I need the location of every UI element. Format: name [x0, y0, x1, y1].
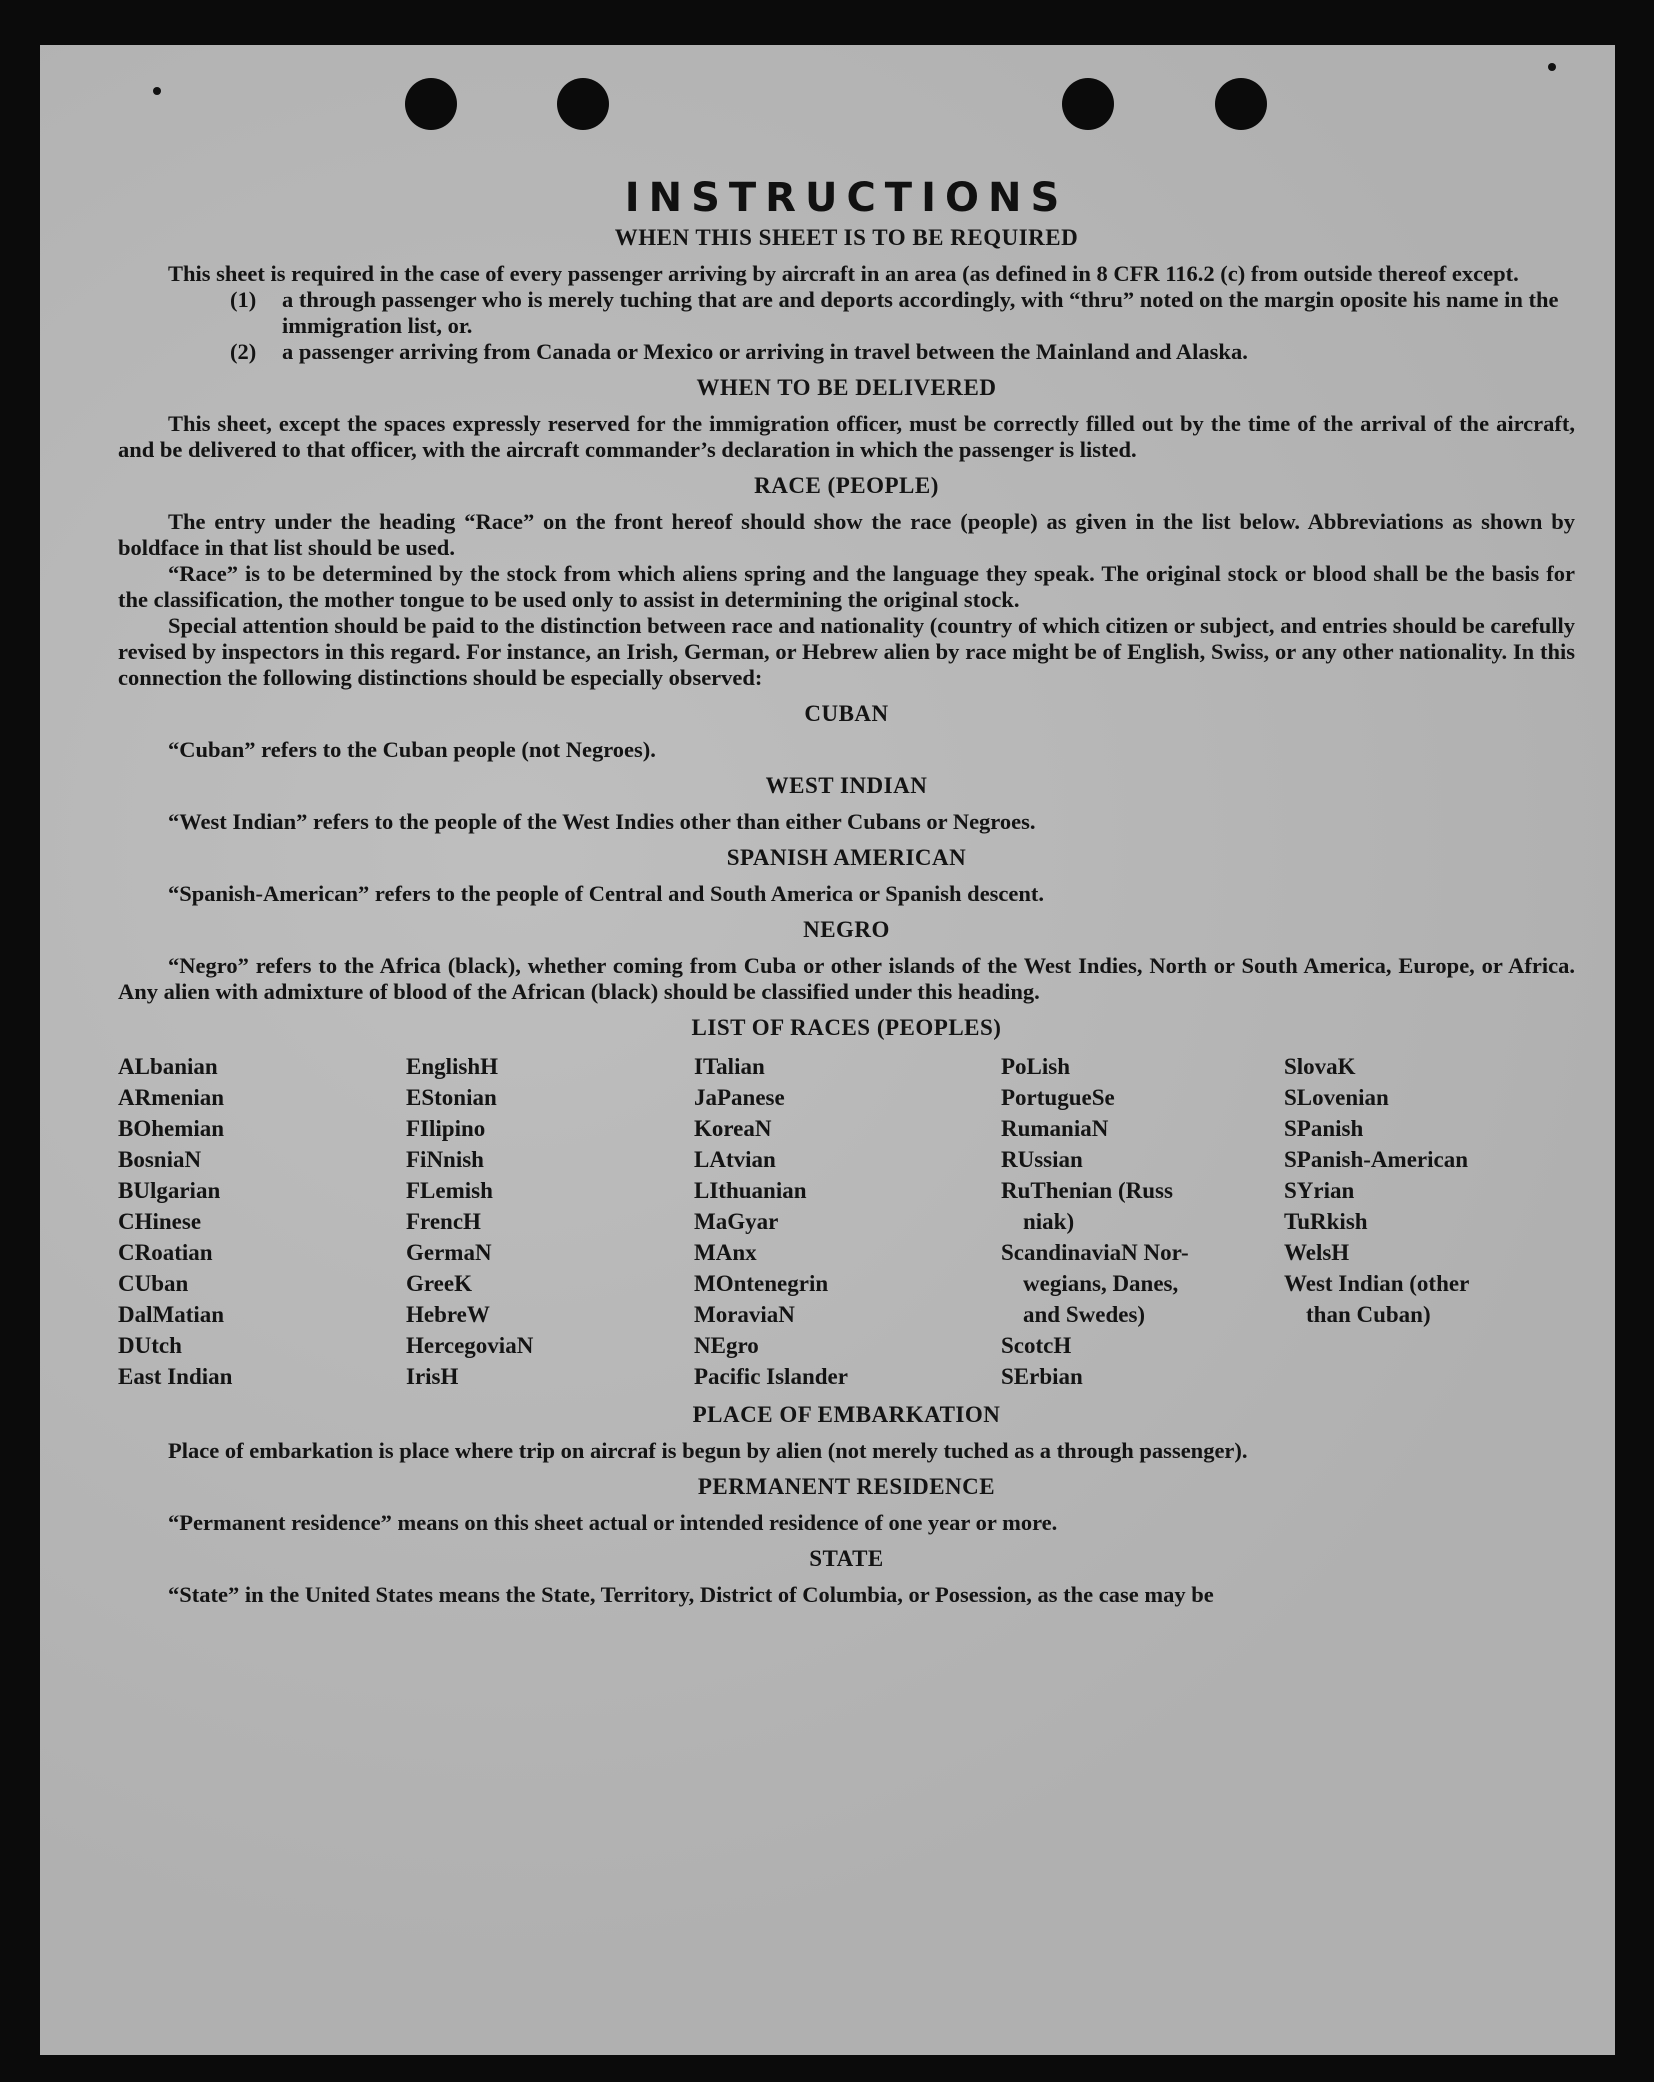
section-heading-required: WHEN THIS SHEET IS TO BE REQUIRED [614, 225, 1079, 250]
section-heading-residence: PERMANENT RESIDENCE [697, 1474, 996, 1499]
race-column-5 [1284, 1051, 1584, 1392]
negro-text: “Negro” refers to the Africa (black), whether coming from Cuba or other islands of the West Indies, North or South America, Europe, or Africa. Any alien with admixture of blood of the African (black) should be classified under this heading. [118, 953, 1575, 1004]
required-intro: This sheet is required in the case of every passenger arriving by aircraft in an area (as defined in 8 CFR 116.2 (c) from outside thereof except. [168, 261, 1519, 286]
residence-text: “Permanent residence” means on this sheet actual or intended residence of one year or more. [168, 1510, 1058, 1535]
race-entry: FIlipino [406, 1116, 486, 1141]
page-title: INSTRUCTIONS [624, 175, 1069, 221]
delivered-text: This sheet, except the spaces expressly reserved for the immigration officer, must be correctly filled out by the time of the arrival of the aircraft, and be delivered to that officer, with the aircraft commander’s declaration in which the passenger is listed. [118, 411, 1575, 462]
document-sheet [40, 45, 1615, 2055]
instructions-content [118, 175, 1575, 1608]
race-entry: SLovenian [1284, 1085, 1389, 1110]
punch-hole [1215, 78, 1267, 130]
section-heading-state: STATE [809, 1546, 884, 1571]
race-entry: Pacific Islander [694, 1364, 848, 1389]
exception-item-1 [118, 287, 1575, 339]
race-entry: SPanish-American [1284, 1147, 1468, 1172]
race-entry: ALbanian [118, 1054, 218, 1079]
race-entry: BUlgarian [118, 1178, 221, 1203]
race-entry: TuRkish [1284, 1209, 1368, 1234]
section-heading-delivered: WHEN TO BE DELIVERED [696, 375, 997, 400]
race-entry: LAtvian [694, 1147, 776, 1172]
race-entry: SPanish [1284, 1116, 1364, 1141]
race-entry: BosniaN [118, 1147, 202, 1172]
section-heading-cuban: CUBAN [804, 701, 889, 726]
race-entry: PortugueSe [1001, 1085, 1115, 1110]
race-entry: West Indian (other [1284, 1271, 1470, 1296]
race-entry: IrisH [406, 1364, 459, 1389]
race-entry: FLemish [406, 1178, 493, 1203]
cuban-text: “Cuban” refers to the Cuban people (not Negroes). [168, 737, 656, 762]
race-paragraph-2: “Race” is to be determined by the stock from which aliens spring and the language they speak. The original stock or blood shall be the basis for the classification, the mother tongue to be used only to assist in determining the original stock. [118, 561, 1575, 612]
race-entry: LIthuanian [694, 1178, 807, 1203]
race-column-4 [1001, 1051, 1284, 1392]
race-entry: MOntenegrin [694, 1271, 829, 1296]
speck [153, 87, 161, 95]
race-entry: CRoatian [118, 1240, 213, 1265]
state-text: “State” in the United States means the State, Territory, District of Columbia, or Posession, as the case may be [168, 1582, 1214, 1607]
race-entry: HercegoviaN [406, 1333, 534, 1358]
race-entry: MoraviaN [694, 1302, 795, 1327]
exception-item-2 [118, 339, 1575, 365]
race-entry: HebreW [406, 1302, 490, 1327]
exception-number: (1) [230, 287, 257, 312]
race-entry: niak) [1023, 1209, 1075, 1234]
race-entry: ScandinaviaN Nor- [1001, 1240, 1189, 1265]
race-column-1 [118, 1051, 406, 1392]
race-entry: FrencH [406, 1209, 481, 1234]
race-entry: ScotcH [1001, 1333, 1072, 1358]
section-heading-negro: NEGRO [803, 917, 890, 942]
race-entry: SYrian [1284, 1178, 1355, 1203]
race-entry: CUban [118, 1271, 189, 1296]
race-entry: SlovaK [1284, 1054, 1356, 1079]
race-entry: and Swedes) [1023, 1302, 1146, 1327]
race-entry: SErbian [1001, 1364, 1083, 1389]
race-entry: MAnx [694, 1240, 757, 1265]
section-heading-west-indian: WEST INDIAN [765, 773, 928, 798]
race-entry: GermaN [406, 1240, 492, 1265]
race-entry: FiNnish [406, 1147, 484, 1172]
race-entry: East Indian [118, 1364, 233, 1389]
west-indian-text: “West Indian” refers to the people of the West Indies other than either Cubans or Negroes. [168, 809, 1036, 834]
speck [1548, 63, 1556, 71]
race-entry: NEgro [694, 1333, 759, 1358]
punch-hole [405, 78, 457, 130]
section-heading-embarkation: PLACE OF EMBARKATION [692, 1402, 1001, 1427]
race-entry: JaPanese [694, 1085, 785, 1110]
race-entry: EStonian [406, 1085, 497, 1110]
spanish-american-text: “Spanish-American” refers to the people of Central and South America or Spanish descent. [168, 881, 1045, 906]
race-entry: ARmenian [118, 1085, 225, 1110]
race-entry: MaGyar [694, 1209, 779, 1234]
race-entry: RumaniaN [1001, 1116, 1109, 1141]
embarkation-text: Place of embarkation is place where trip on aircraf is begun by alien (not merely tuched as a through passenger). [168, 1438, 1248, 1463]
section-heading-race: RACE (PEOPLE) [754, 473, 939, 498]
race-entry: PoLish [1001, 1054, 1071, 1079]
race-entry: KoreaN [694, 1116, 772, 1141]
exception-text: a through passenger who is merely tuching that are and deports accordingly, with “thru” noted on the margin oposite his name in the immigration list, or. [282, 287, 1559, 338]
race-entry: than Cuban) [1306, 1302, 1431, 1327]
race-entry: DalMatian [118, 1302, 225, 1327]
race-entry: DUtch [118, 1333, 182, 1358]
race-entry: ITalian [694, 1054, 765, 1079]
race-entry: WelsH [1284, 1240, 1350, 1265]
punch-hole [1062, 78, 1114, 130]
race-entry: BOhemian [118, 1116, 225, 1141]
race-entry: GreeK [406, 1271, 472, 1296]
section-heading-spanish-american: SPANISH AMERICAN [726, 845, 967, 870]
race-column-2 [406, 1051, 694, 1392]
section-heading-race-list: LIST OF RACES (PEOPLES) [691, 1015, 1002, 1040]
race-entry: wegians, Danes, [1023, 1271, 1179, 1296]
exception-text: a passenger arriving from Canada or Mexico or arriving in travel between the Mainland and Alaska. [282, 339, 1248, 364]
race-paragraph-1: The entry under the heading “Race” on the front hereof should show the race (people) as given in the list below. Abbreviations as shown by boldface in that list should be used. [118, 509, 1575, 560]
race-entry: EnglishH [406, 1054, 499, 1079]
race-entry: CHinese [118, 1209, 202, 1234]
exception-number: (2) [230, 339, 257, 364]
race-list [118, 1051, 1575, 1392]
race-entry: RuThenian (Russ [1001, 1178, 1173, 1203]
race-paragraph-3: Special attention should be paid to the distinction between race and nationality (country of which citizen or subject, and entries should be carefully revised by inspectors in this regard. For instance, an Irish, German, or Hebrew alien by race might be of English, Swiss, or any other nationality. In this connection the following distinctions should be especially observed: [118, 613, 1575, 690]
punch-hole [557, 78, 609, 130]
race-entry: RUssian [1001, 1147, 1083, 1172]
race-column-3 [694, 1051, 1001, 1392]
